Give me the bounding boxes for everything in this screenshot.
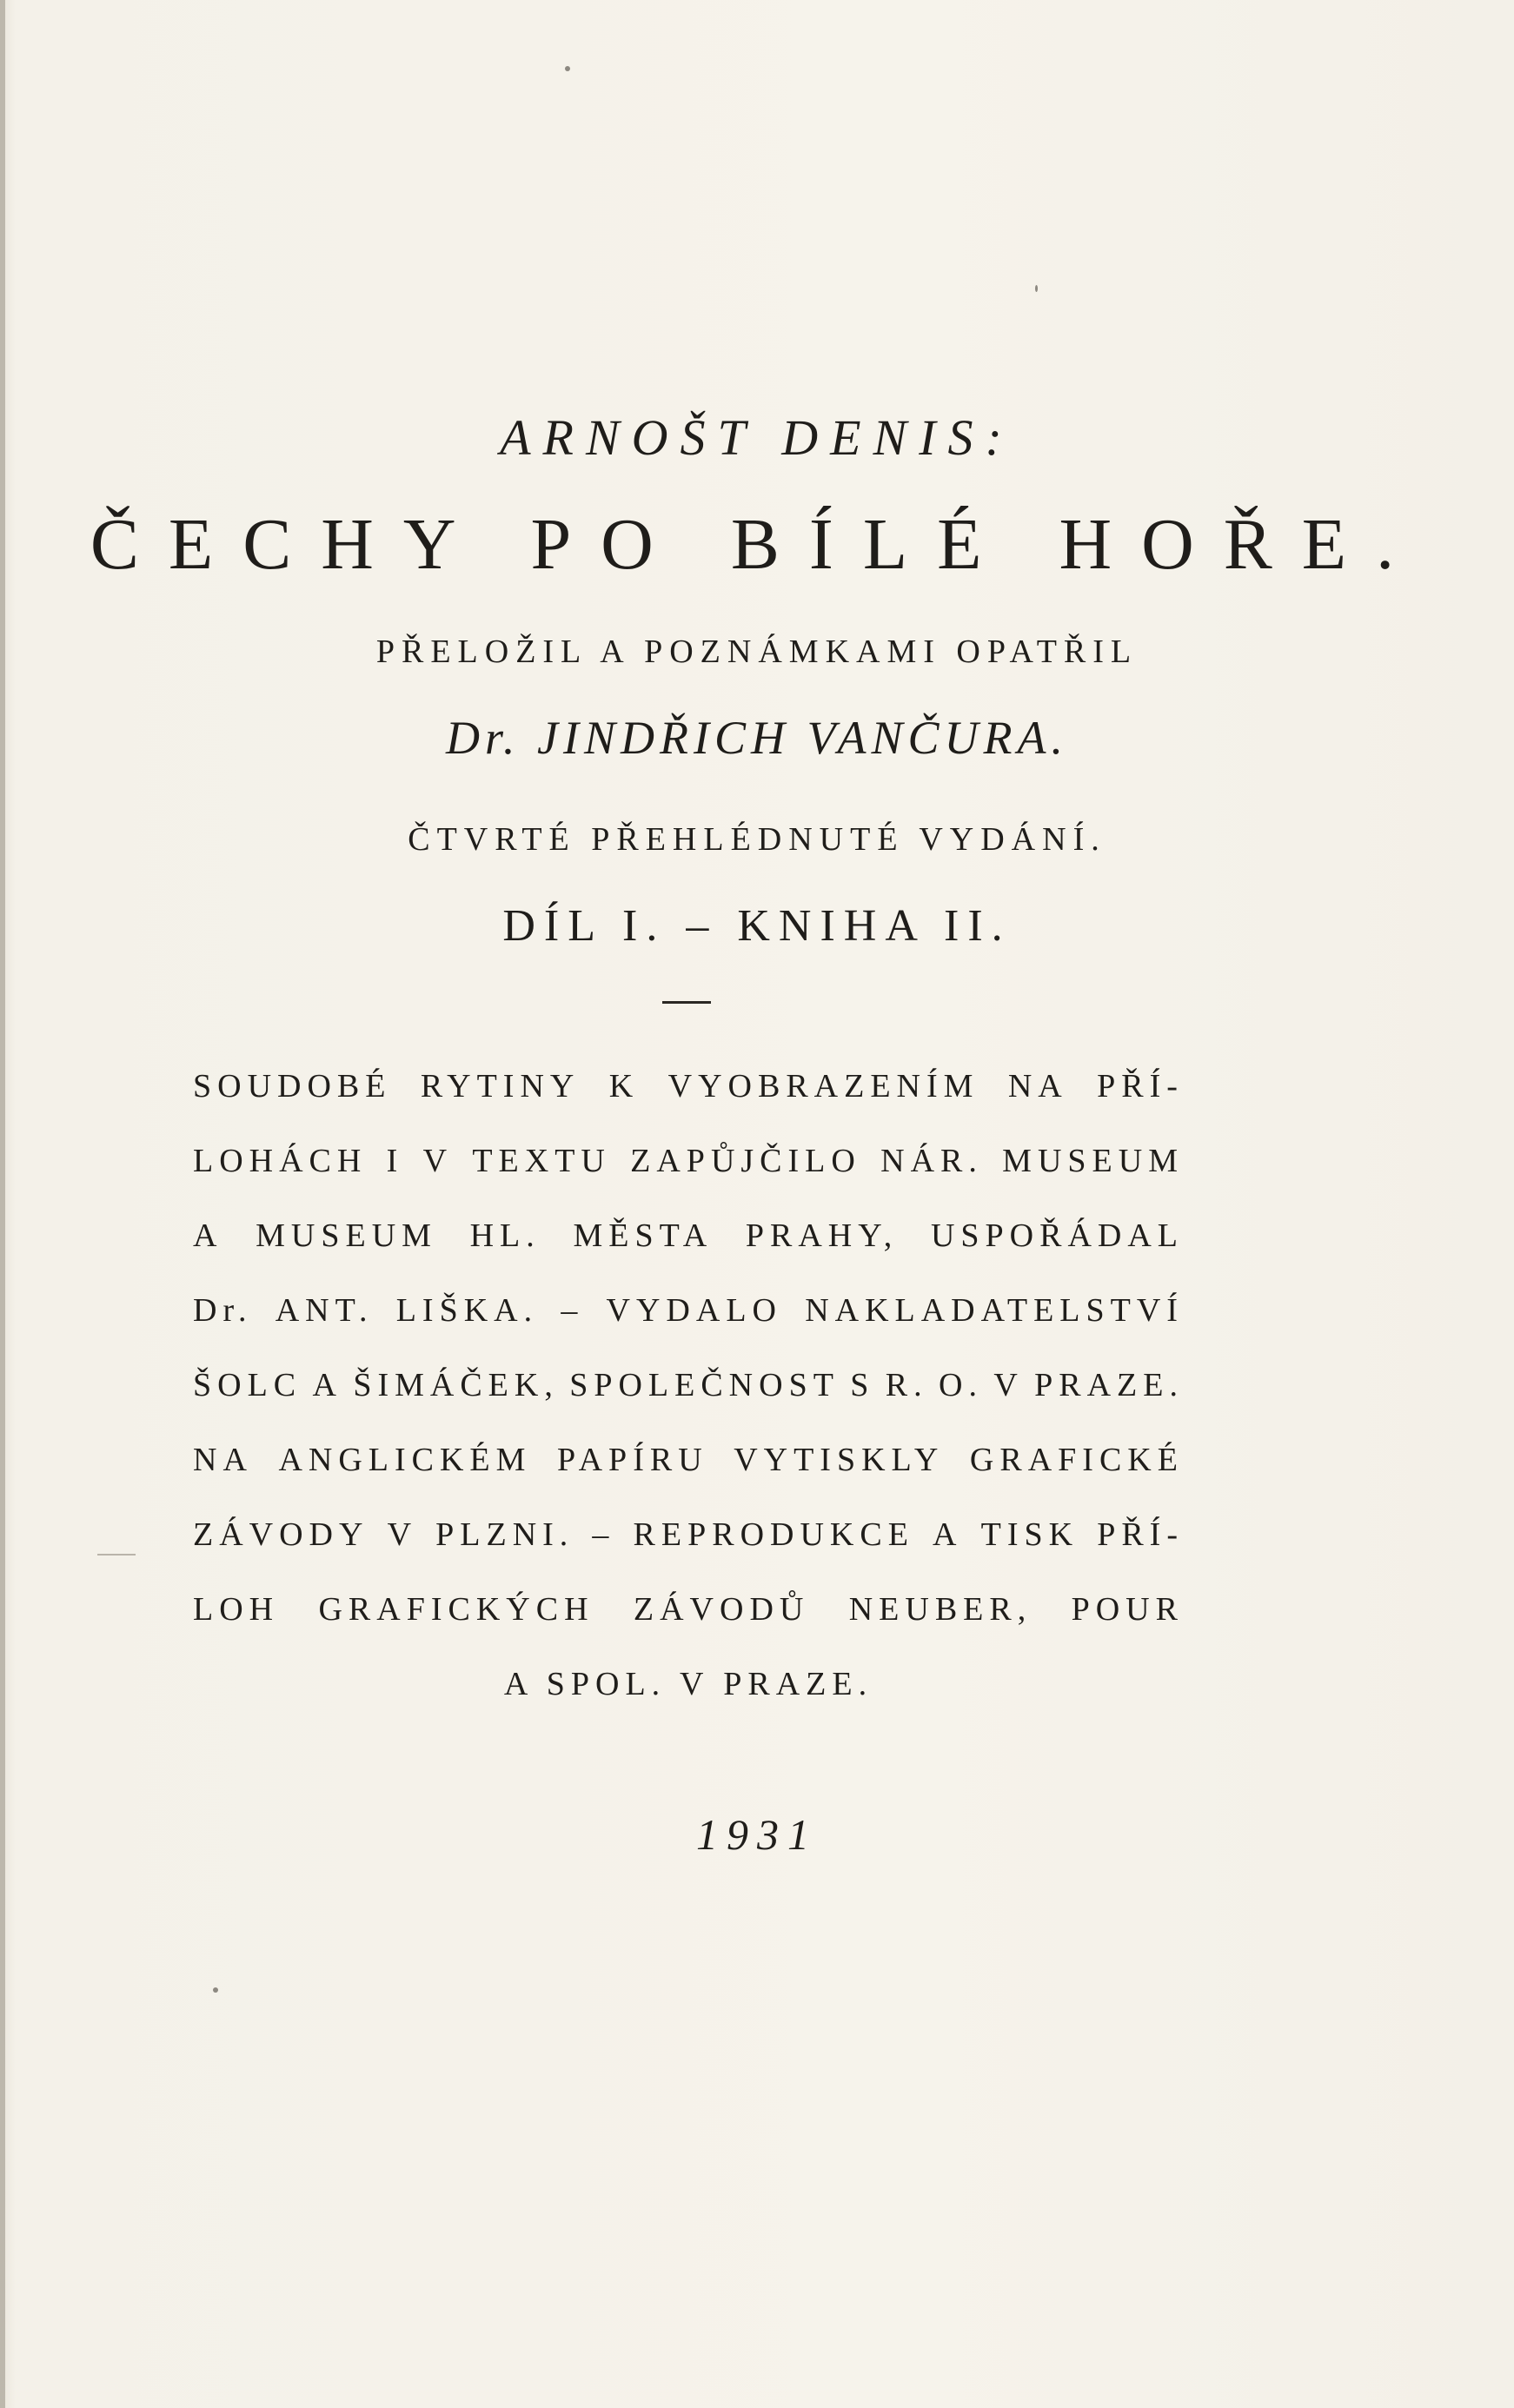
- colophon-word: SOUDOBÉ: [193, 1068, 392, 1104]
- colophon-line-4: [193, 1291, 1184, 1330]
- colophon-line-2: [193, 1142, 1184, 1180]
- colophon-word: A: [933, 1516, 963, 1553]
- colophon-word: K: [608, 1068, 640, 1104]
- colophon-word: ZÁVODY: [193, 1516, 369, 1553]
- colophon-word: NÁR.: [880, 1143, 983, 1179]
- colophon-word: GRAFICKÝCH: [318, 1591, 594, 1628]
- colophon-word: LOHÁCH: [193, 1143, 368, 1179]
- colophon-word: PLZNI.: [435, 1516, 574, 1553]
- author-name: ARNOŠT DENIS:: [500, 409, 1014, 466]
- colophon-word: TEXTU: [472, 1143, 611, 1179]
- volume-statement: DÍL I. – KNIHA II.: [502, 901, 1012, 951]
- colophon-word: NEUBER,: [848, 1591, 1033, 1628]
- colophon-word: I: [386, 1143, 404, 1179]
- colophon-word: ANGLICKÉM: [278, 1442, 532, 1478]
- colophon-word: RYTINY: [420, 1068, 581, 1104]
- paper-speck: [213, 1987, 218, 1993]
- colophon-word: MUSEUM: [256, 1217, 437, 1254]
- colophon-line-7: [193, 1516, 1184, 1554]
- colophon-word: VYTISKLY: [734, 1442, 945, 1478]
- colophon-word: ŠOLC: [193, 1367, 302, 1403]
- colophon-word: USPOŘÁDAL: [930, 1217, 1184, 1254]
- colophon-word: PAPÍRU: [556, 1442, 708, 1478]
- paper-speck: [565, 66, 570, 71]
- colophon-word: MUSEUM: [1002, 1143, 1184, 1179]
- publication-year: 1931: [696, 1810, 818, 1859]
- colophon-word: –: [561, 1292, 584, 1329]
- colophon-word: V: [387, 1516, 418, 1553]
- colophon-word: LIŠKA.: [395, 1292, 539, 1329]
- colophon-word: R.: [885, 1367, 928, 1403]
- translation-credit: PŘELOŽIL A POZNÁMKAMI OPATŘIL: [375, 634, 1139, 670]
- colophon-word: PŘÍ-: [1097, 1516, 1184, 1553]
- book-title: ČECHY PO BÍLÉ HOŘE.: [90, 504, 1424, 585]
- colophon-word: VYDALO: [606, 1292, 782, 1329]
- colophon-word: ŠIMÁČEK,: [353, 1367, 559, 1403]
- colophon-text: A SPOL. V PRAZE.: [503, 1666, 873, 1702]
- colophon-word: PŘÍ-: [1097, 1068, 1184, 1104]
- colophon-word: SPOLEČNOST: [569, 1367, 840, 1403]
- colophon-word: NAKLADATELSTVÍ: [805, 1292, 1184, 1329]
- colophon-word: VYOBRAZENÍM: [667, 1068, 979, 1104]
- colophon-line-5: [193, 1366, 1184, 1404]
- colophon-word: POUR: [1071, 1591, 1184, 1628]
- colophon-word: Dr.: [193, 1292, 253, 1329]
- colophon-word: –: [592, 1516, 615, 1553]
- colophon-word: V: [422, 1143, 454, 1179]
- colophon-word: HL.: [469, 1217, 541, 1254]
- colophon-word: REPRODUKCE: [633, 1516, 914, 1553]
- translator-name: Dr. JINDŘICH VANČURA.: [446, 712, 1068, 764]
- colophon-word: ANT.: [275, 1292, 374, 1329]
- colophon-word: PRAHY,: [745, 1217, 899, 1254]
- colophon-word: GRAFICKÉ: [969, 1442, 1184, 1478]
- edition-statement: ČTVRTÉ PŘEHLÉDNUTÉ VYDÁNÍ.: [408, 821, 1106, 858]
- colophon-word: V: [993, 1367, 1024, 1403]
- colophon-line-1: [193, 1067, 1184, 1105]
- colophon-word: A: [193, 1217, 223, 1254]
- colophon-word: PRAZE.: [1034, 1367, 1184, 1403]
- colophon-line-3: [193, 1217, 1184, 1255]
- paper-speck: [1035, 285, 1038, 292]
- divider-rule: [662, 1001, 711, 1004]
- page-edge-shadow: [0, 0, 5, 2408]
- colophon-line-6: [193, 1441, 1184, 1479]
- colophon-line-8: [193, 1590, 1184, 1629]
- colophon-word: O.: [939, 1367, 983, 1403]
- colophon-word: TISK: [980, 1516, 1079, 1553]
- colophon-word: NA: [193, 1442, 253, 1478]
- colophon-word: ZAPŮJČILO: [630, 1143, 861, 1179]
- margin-mark: [97, 1554, 136, 1556]
- colophon-word: A: [312, 1367, 342, 1403]
- colophon-word: LOH: [193, 1591, 280, 1628]
- colophon-word: MĚSTA: [573, 1217, 714, 1254]
- colophon-word: S: [850, 1367, 875, 1403]
- colophon-word: NA: [1007, 1068, 1068, 1104]
- colophon-word: ZÁVODŮ: [633, 1591, 810, 1628]
- colophon-line-9: [193, 1665, 1184, 1703]
